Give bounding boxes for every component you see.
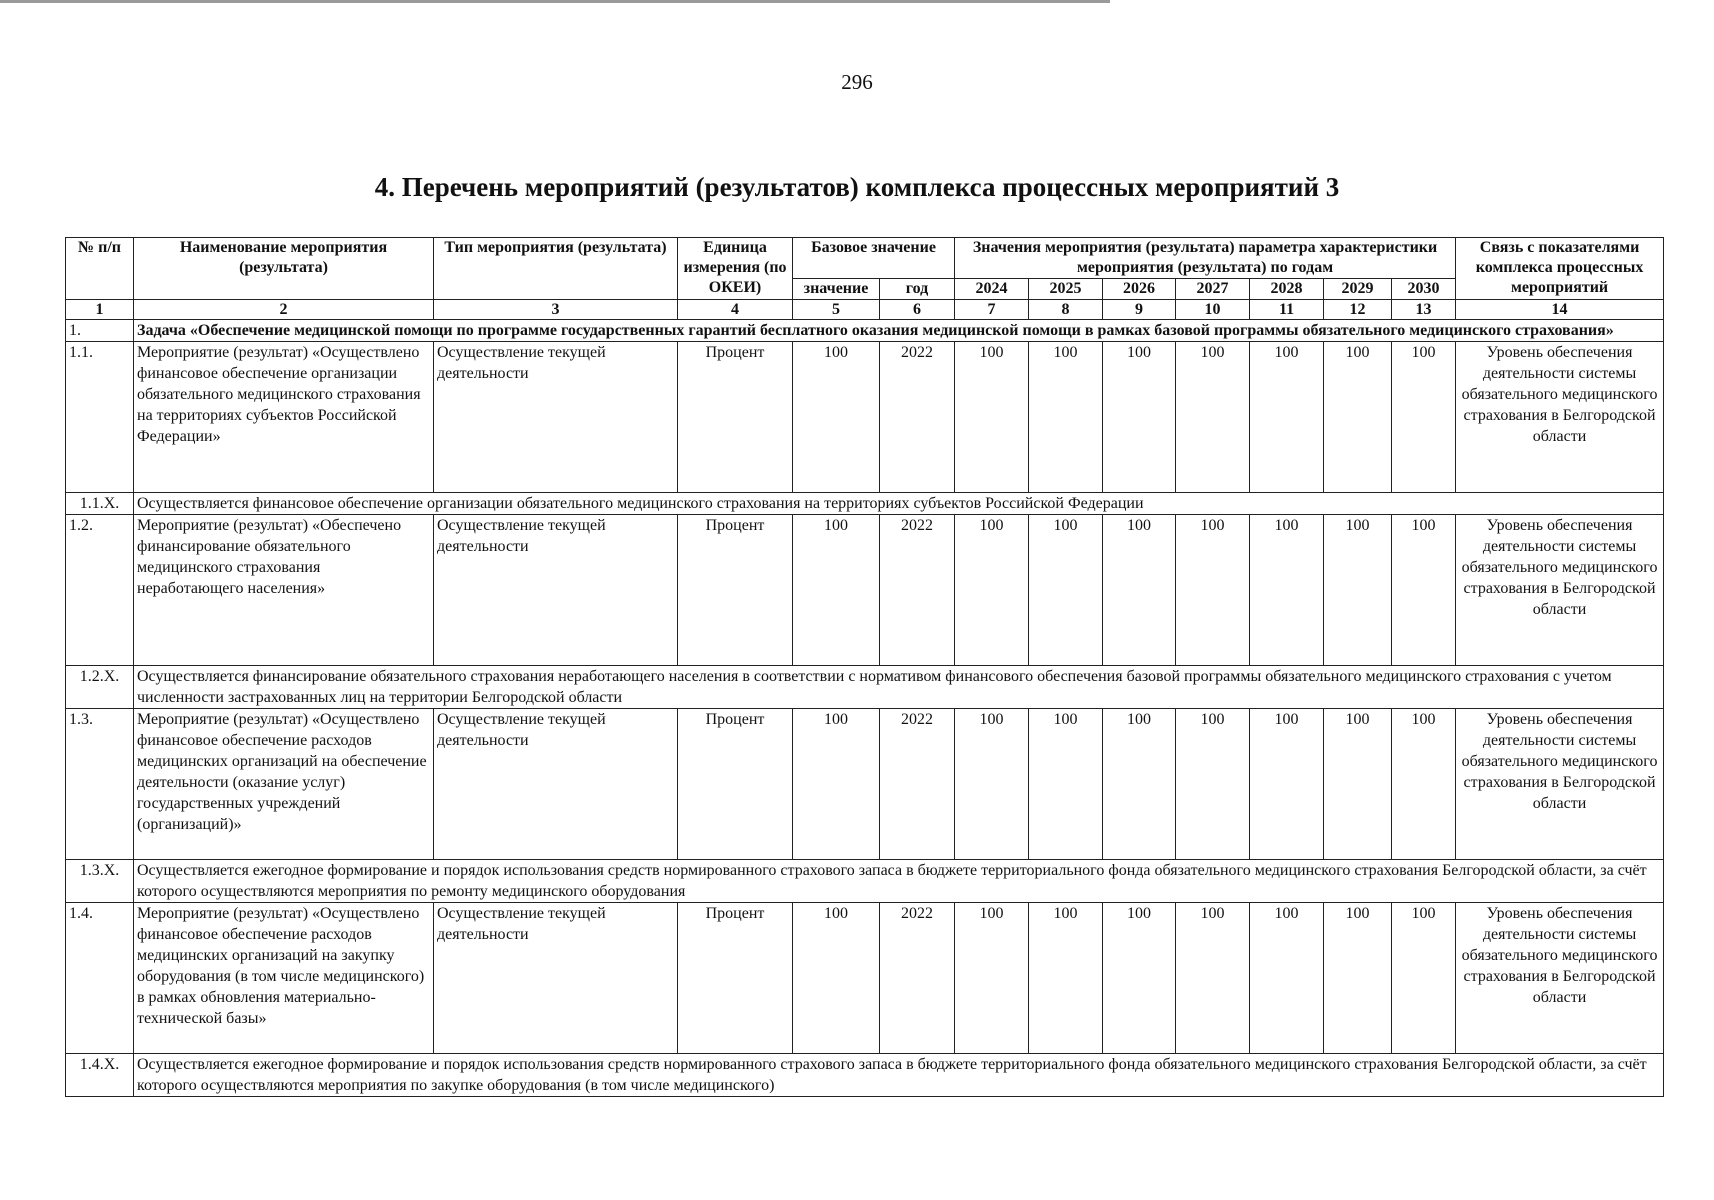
year-value: 100: [1103, 515, 1176, 666]
activity-link: Уровень обеспечения деятельности системы обязательного медицинского страхования в Белгородской области: [1456, 515, 1664, 666]
header-base-year: год: [880, 279, 955, 300]
activity-link: Уровень обеспечения деятельности системы обязательного медицинского страхования в Белгородской области: [1456, 903, 1664, 1054]
year-value: 100: [955, 903, 1029, 1054]
year-value: 100: [1250, 709, 1324, 860]
subactivity-row: [66, 493, 1664, 515]
activity-type: Осуществление текущей деятельности: [434, 515, 678, 666]
subactivity-text: Осуществляется финансирование обязательного страхования неработающего населения в соответствии с нормативом финансового обеспечения базовой программы обязательного медицинского страхования с учетом численности застрахованных лиц на территории Белгородской области: [134, 666, 1664, 709]
header-year: 2030: [1392, 279, 1456, 300]
year-value: 100: [1103, 903, 1176, 1054]
page-title: 4. Перечень мероприятий (результатов) комплекса процессных мероприятий 3: [374, 172, 1340, 202]
year-value: 100: [1029, 515, 1103, 666]
subactivity-row: [66, 666, 1664, 709]
year-value: 100: [1324, 903, 1392, 1054]
base-year: 2022: [880, 515, 955, 666]
year-value: 100: [1176, 709, 1250, 860]
column-number: 5: [793, 300, 880, 320]
activity-unit: Процент: [678, 709, 793, 860]
activity-num: 1.1.: [66, 342, 134, 493]
activity-link: Уровень обеспечения деятельности системы обязательного медицинского страхования в Белгородской области: [1456, 709, 1664, 860]
activity-link: Уровень обеспечения деятельности системы обязательного медицинского страхования в Белгородской области: [1456, 342, 1664, 493]
year-value: 100: [1103, 342, 1176, 493]
base-value: 100: [793, 342, 880, 493]
year-value: 100: [1176, 903, 1250, 1054]
header-year: 2024: [955, 279, 1029, 300]
base-value: 100: [793, 515, 880, 666]
base-year: 2022: [880, 342, 955, 493]
scan-edge-line: [0, 0, 1110, 3]
column-number-row: [66, 300, 1664, 320]
activity-name: Мероприятие (результат) «Осуществлено финансовое обеспечение расходов медицинских организаций на закупку оборудования (в том числе медицинского) в рамках обновления материально-технической базы»: [134, 903, 434, 1054]
header-name: Наименование мероприятия (результата): [134, 238, 434, 300]
column-number: 14: [1456, 300, 1664, 320]
task-num: 1.: [66, 320, 134, 342]
activity-row: [66, 709, 1664, 860]
header-base-value: значение: [793, 279, 880, 300]
column-number: 1: [66, 300, 134, 320]
header-unit: Единица измерения (по ОКЕИ): [678, 238, 793, 300]
subactivity-row: [66, 860, 1664, 903]
year-value: 100: [1392, 515, 1456, 666]
subactivity-text: Осуществляется ежегодное формирование и порядок использования средств нормированного страхового запаса в бюджете территориального фонда обязательного медицинского страхования Белгородской области, за счёт которого осуществляются мероприятия по закупке оборудования (в том числе медицинского): [134, 1054, 1664, 1097]
base-value: 100: [793, 903, 880, 1054]
year-value: 100: [955, 515, 1029, 666]
header-base: Базовое значение: [793, 238, 955, 279]
activity-name: Мероприятие (результат) «Обеспечено финансирование обязательного медицинского страхования неработающего населения»: [134, 515, 434, 666]
year-value: 100: [1250, 342, 1324, 493]
subactivity-row: [66, 1054, 1664, 1097]
base-value: 100: [793, 709, 880, 860]
year-value: 100: [1324, 515, 1392, 666]
subactivity-text: Осуществляется финансовое обеспечение организации обязательного медицинского страхования на территориях субъектов Российской Федерации: [134, 493, 1664, 515]
year-value: 100: [1029, 903, 1103, 1054]
header-row-1: [66, 238, 1664, 279]
activity-unit: Процент: [678, 515, 793, 666]
column-number: 11: [1250, 300, 1324, 320]
activity-name: Мероприятие (результат) «Осуществлено финансовое обеспечение расходов медицинских организаций на обеспечение деятельности (оказание услуг) государственных учреждений (организаций)»: [134, 709, 434, 860]
header-link: Связь с показателями комплекса процессных мероприятий: [1456, 238, 1664, 300]
header-year: 2026: [1103, 279, 1176, 300]
column-number: 3: [434, 300, 678, 320]
column-number: 2: [134, 300, 434, 320]
year-value: 100: [1392, 342, 1456, 493]
activity-num: 1.3.: [66, 709, 134, 860]
subactivity-num: 1.1.X.: [66, 493, 134, 515]
subactivity-num: 1.4.X.: [66, 1054, 134, 1097]
activities-table: [65, 237, 1664, 1097]
header-type: Тип мероприятия (результата): [434, 238, 678, 300]
page-number: 296: [841, 70, 873, 94]
column-number: 9: [1103, 300, 1176, 320]
year-value: 100: [1176, 515, 1250, 666]
activity-num: 1.4.: [66, 903, 134, 1054]
base-year: 2022: [880, 709, 955, 860]
subactivity-num: 1.3.X.: [66, 860, 134, 903]
column-number: 12: [1324, 300, 1392, 320]
year-value: 100: [1176, 342, 1250, 493]
base-year: 2022: [880, 903, 955, 1054]
header-num: № п/п: [66, 238, 134, 300]
year-value: 100: [1324, 709, 1392, 860]
year-value: 100: [1392, 903, 1456, 1054]
year-value: 100: [1250, 903, 1324, 1054]
activity-unit: Процент: [678, 903, 793, 1054]
activity-name: Мероприятие (результат) «Осуществлено финансовое обеспечение организации обязательного медицинского страхования на территориях субъектов Российской Федерации»: [134, 342, 434, 493]
year-value: 100: [1324, 342, 1392, 493]
column-number: 4: [678, 300, 793, 320]
activity-type: Осуществление текущей деятельности: [434, 342, 678, 493]
header-values: Значения мероприятия (результата) параметра характеристики мероприятия (результата) по годам: [955, 238, 1456, 279]
activity-type: Осуществление текущей деятельности: [434, 709, 678, 860]
subactivity-num: 1.2.X.: [66, 666, 134, 709]
year-value: 100: [955, 709, 1029, 860]
column-number: 6: [880, 300, 955, 320]
activity-num: 1.2.: [66, 515, 134, 666]
activity-row: [66, 903, 1664, 1054]
header-year: 2025: [1029, 279, 1103, 300]
year-value: 100: [1029, 342, 1103, 493]
year-value: 100: [1392, 709, 1456, 860]
activity-row: [66, 515, 1664, 666]
column-number: 8: [1029, 300, 1103, 320]
column-number: 13: [1392, 300, 1456, 320]
task-row: [66, 320, 1664, 342]
header-year: 2027: [1176, 279, 1250, 300]
year-value: 100: [1029, 709, 1103, 860]
header-year: 2028: [1250, 279, 1324, 300]
activity-type: Осуществление текущей деятельности: [434, 903, 678, 1054]
year-value: 100: [1250, 515, 1324, 666]
header-year: 2029: [1324, 279, 1392, 300]
subactivity-text: Осуществляется ежегодное формирование и порядок использования средств нормированного страхового запаса в бюджете территориального фонда обязательного медицинского страхования Белгородской области, за счёт которого осуществляются мероприятия по ремонту медицинского оборудования: [134, 860, 1664, 903]
activity-unit: Процент: [678, 342, 793, 493]
activity-row: [66, 342, 1664, 493]
column-number: 7: [955, 300, 1029, 320]
year-value: 100: [955, 342, 1029, 493]
column-number: 10: [1176, 300, 1250, 320]
task-text: Задача «Обеспечение медицинской помощи по программе государственных гарантий бесплатного оказания медицинской помощи в рамках базовой программы обязательного медицинского страхования»: [134, 320, 1664, 342]
year-value: 100: [1103, 709, 1176, 860]
